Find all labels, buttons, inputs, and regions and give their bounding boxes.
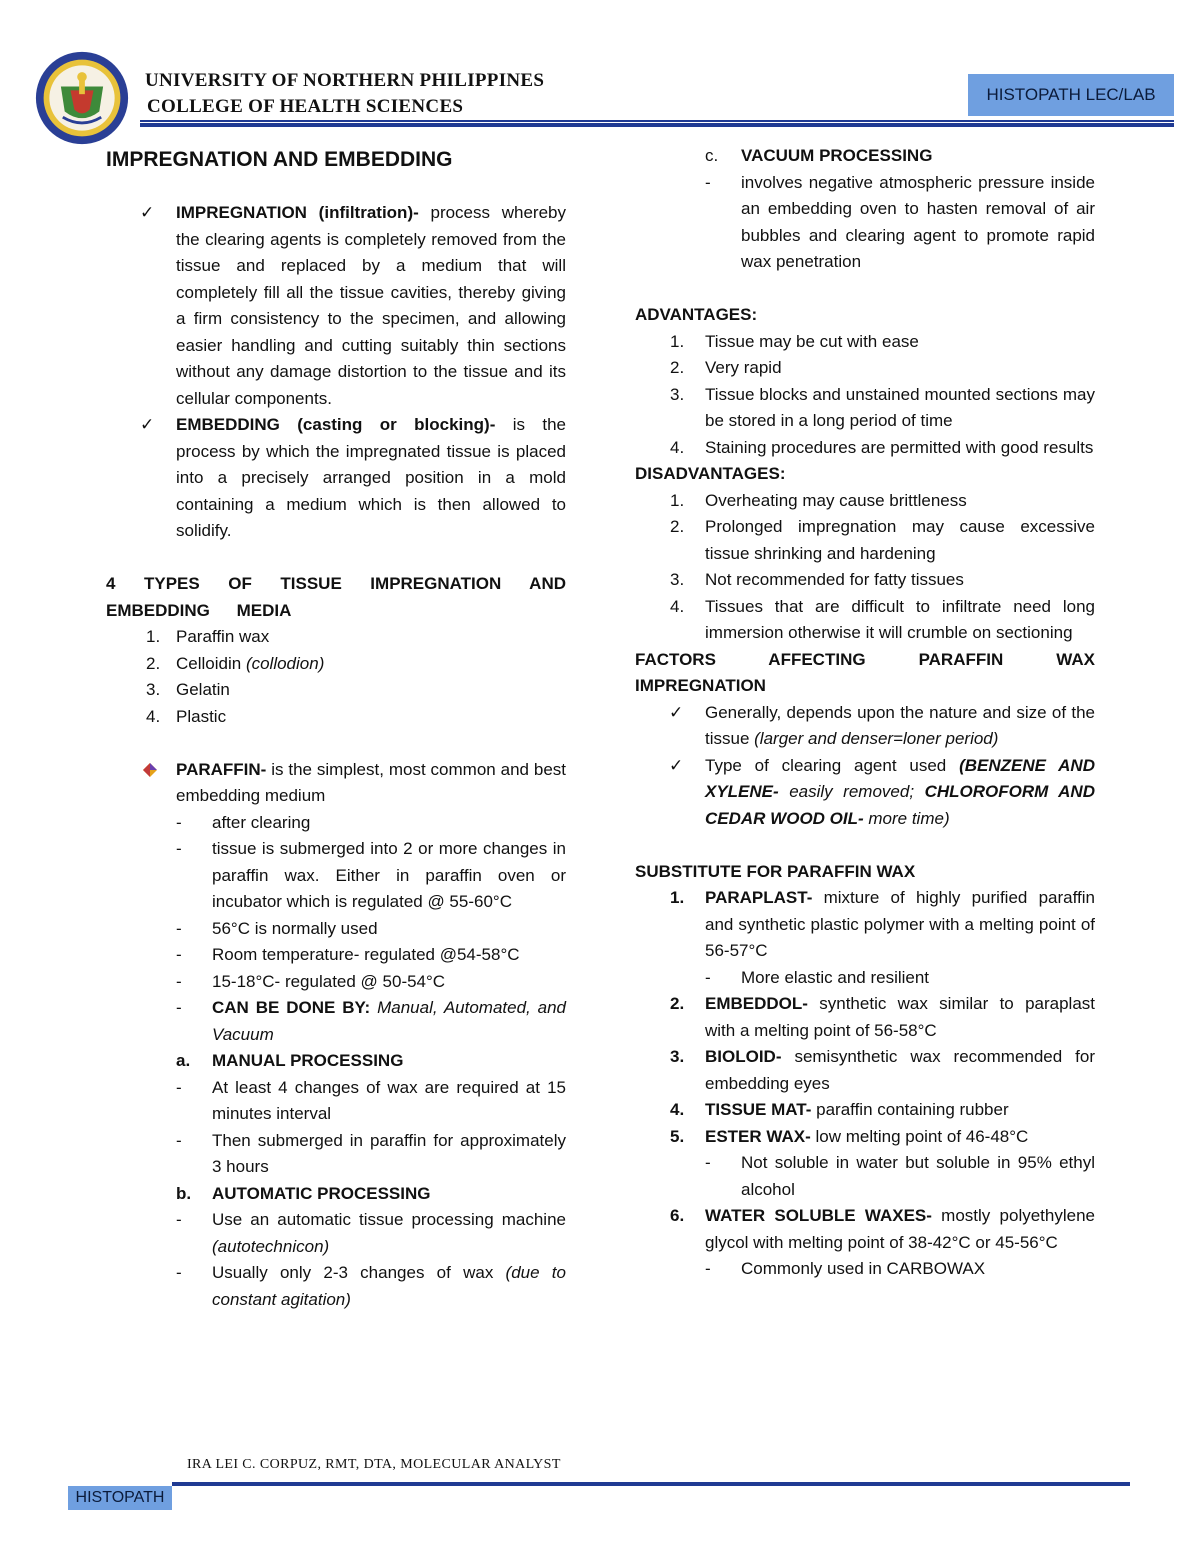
list-item: ✓ Generally, depends upon the nature and size of the tissue (larger and denser=loner period) bbox=[635, 700, 1095, 753]
list-item: 1. PARAPLAST- mixture of highly purified paraffin and synthetic plastic polymer with a melting point of 56-57°C bbox=[670, 888, 1095, 960]
checkmark-icon: ✓ bbox=[669, 702, 684, 722]
advantages-heading: ADVANTAGES: bbox=[635, 305, 758, 324]
list-item: - Not soluble in water but soluble in 95% ethyl alcohol bbox=[705, 1153, 1095, 1199]
list-item: 2. Prolonged impregnation may cause excessive tissue shrinking and hardening bbox=[670, 517, 1095, 563]
list-item: - More elastic and resilient bbox=[705, 967, 930, 987]
definition-embedding bbox=[106, 412, 566, 545]
list-item: 4. Plastic bbox=[146, 706, 227, 726]
author-credit: IRA LEI C. CORPUZ, RMT, DTA, MOLECULAR ANALYST bbox=[187, 1457, 561, 1472]
college-name: COLLEGE OF HEALTH SCIENCES bbox=[147, 96, 464, 117]
checkmark-icon: ✓ bbox=[140, 415, 155, 434]
factors-heading: FACTORS AFFECTING PARAFFIN WAX IMPREGNATION bbox=[635, 649, 1095, 695]
list-item: - Commonly used in CARBOWAX bbox=[705, 1259, 986, 1278]
university-seal-icon bbox=[34, 50, 130, 146]
right-column bbox=[635, 142, 1095, 1283]
list-item: - At least 4 changes of wax are required at 15 minutes interval bbox=[176, 1077, 566, 1123]
definition-impregnation bbox=[106, 200, 566, 412]
vacuum-processing-heading: c. VACUUM PROCESSING bbox=[705, 146, 933, 165]
paraffin-definition: PARAFFIN- is the simplest, most common and best embedding medium bbox=[106, 757, 566, 810]
list-item: 2. Celloidin (collodion) bbox=[146, 653, 325, 673]
list-item: 4. Tissues that are difficult to infiltrate need long immersion otherwise it will crumble on sectioning bbox=[670, 596, 1095, 642]
checkmark-icon: ✓ bbox=[669, 755, 684, 775]
list-item: 3. BIOLOID- semisynthetic wax recommended for embedding eyes bbox=[670, 1047, 1095, 1093]
list-item: 3. Tissue blocks and unstained mounted sections may be stored in a long period of time bbox=[670, 384, 1095, 430]
definition-text: is the process by which the impregnated tissue is placed into a precisely arranged position in a mold containing a medium which is then allowed to solidify. bbox=[176, 415, 566, 540]
page-title: IMPREGNATION AND EMBEDDING bbox=[106, 148, 453, 171]
list-item: ✓ Type of clearing agent used (BENZENE AND XYLENE- easily removed; CHLOROFORM AND CEDAR WOOD OIL- more time) bbox=[635, 753, 1095, 833]
list-item: - involves negative atmospheric pressure inside an embedding oven to hasten removal of air bubbles and clearing agent to promote rapid wax penetration bbox=[705, 172, 1095, 271]
list-item: - Use an automatic tissue processing machine (autotechnicon) bbox=[176, 1210, 566, 1256]
disadvantages-heading: DISADVANTAGES: bbox=[635, 464, 786, 483]
list-item: 2. EMBEDDOL- synthetic wax similar to paraplast with a melting point of 56-58°C bbox=[670, 994, 1095, 1040]
list-item: 6. WATER SOLUBLE WAXES- mostly polyethylene glycol with melting point of 38-42°C or 45-56°C bbox=[670, 1206, 1095, 1252]
automatic-processing-heading: b. AUTOMATIC PROCESSING bbox=[176, 1183, 431, 1203]
university-name: UNIVERSITY OF NORTHERN PHILIPPINES bbox=[145, 70, 545, 91]
list-item: 1. Overheating may cause brittleness bbox=[670, 490, 967, 510]
list-item: - tissue is submerged into 2 or more changes in paraffin wax. Either in paraffin oven or incubator which is regulated @ 55-60°C bbox=[176, 839, 566, 911]
header-rule bbox=[140, 120, 1174, 122]
checkmark-icon: ✓ bbox=[140, 203, 155, 222]
course-tag: HISTOPATH LEC/LAB bbox=[968, 74, 1174, 116]
list-item: 1. Tissue may be cut with ease bbox=[670, 331, 919, 351]
definition-term: EMBEDDING (casting or blocking)- bbox=[176, 415, 496, 434]
footer-tag: HISTOPATH bbox=[68, 1486, 172, 1510]
substitutes-heading: SUBSTITUTE FOR PARAFFIN WAX bbox=[635, 861, 916, 881]
list-item: - CAN BE DONE BY: Manual, Automated, and Vacuum bbox=[176, 998, 567, 1044]
list-item: - Usually only 2-3 changes of wax (due to constant agitation) bbox=[176, 1263, 566, 1309]
list-item: - 15-18°C- regulated @ 50-54°C bbox=[176, 971, 446, 991]
list-item: 3. Gelatin bbox=[146, 680, 230, 699]
types-heading: 4 TYPES OF TISSUE IMPREGNATION AND EMBEDDING MEDIA bbox=[106, 574, 566, 620]
list-item: - after clearing bbox=[176, 812, 311, 832]
list-item: 3. Not recommended for fatty tissues bbox=[670, 570, 964, 589]
list-item: - 56°C is normally used bbox=[176, 918, 378, 938]
list-item: 1. Paraffin wax bbox=[146, 627, 270, 646]
list-item: 4. TISSUE MAT- paraffin containing rubber bbox=[670, 1100, 1009, 1119]
list-item: 4. Staining procedures are permitted with good results bbox=[670, 437, 1094, 457]
list-item: - Room temperature- regulated @54-58°C bbox=[176, 945, 520, 964]
definition-text: process whereby the clearing agents is completely removed from the tissue and replaced by a medium that will completely fill all the tissue cavities, thereby giving a firm consistency to the specimen, and allowing easier handling and cutting suitably thin sections without any damage distortion to the tissue and its cellular components. bbox=[176, 203, 566, 408]
definition-term: IMPREGNATION (infiltration)- bbox=[176, 203, 419, 222]
manual-processing-heading: a. MANUAL PROCESSING bbox=[176, 1051, 404, 1070]
list-item: - Then submerged in paraffin for approximately 3 hours bbox=[176, 1130, 566, 1176]
list-item: 2. Very rapid bbox=[670, 358, 782, 377]
list-item: 5. ESTER WAX- low melting point of 46-48°C bbox=[670, 1126, 1029, 1146]
diamond-bullet-icon bbox=[142, 762, 158, 778]
left-column bbox=[106, 142, 566, 1313]
header-rule-thick bbox=[140, 123, 1174, 127]
footer-rule bbox=[172, 1482, 1130, 1486]
